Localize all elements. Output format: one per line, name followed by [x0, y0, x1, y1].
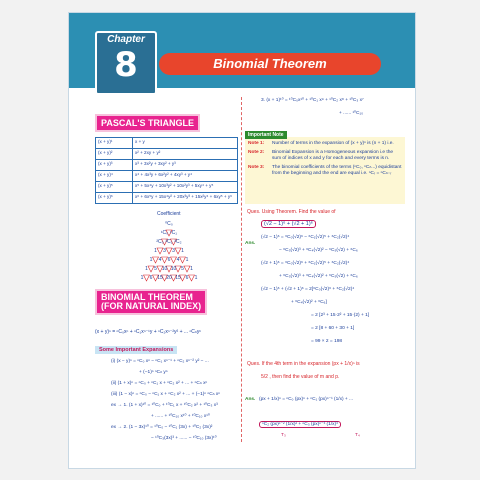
- expansion-line: (iii) (1 − x)ⁿ = ⁿC₀ − ⁿC₁ x + ⁿC₂ x² + ... + (−1)ⁿ ⁿCₙ xⁿ: [111, 392, 221, 397]
- expansion-line: ex → 1. (1 + x)¹⁰ = ¹⁰C₀ + ¹⁰C₁ x + ¹⁰C₂ x² + ¹⁰C₃ x³: [111, 403, 218, 408]
- pascal-triangle-entry: 20: [166, 275, 172, 281]
- chapter-label: Chapter: [107, 34, 145, 45]
- answer-1-step: + ⁶C₃(√2)³ + ⁶C₄(√2)² + ⁶C₅(√2) + ⁶C₆: [279, 274, 358, 279]
- pascal-triangle-entry: 1: [190, 266, 193, 272]
- pascal-triangle-entry: ¹C₁: [170, 230, 177, 236]
- expansions-heading: Some Important Expansions: [95, 346, 177, 354]
- pascal-triangle-entry: 1: [181, 248, 184, 254]
- binomial-heading-line2: (FOR NATURAL INDEX): [101, 301, 202, 311]
- pascal-triangle-entry: 1: [140, 275, 144, 281]
- answer-1-step: (√2 − 1)⁶ + (√2 + 1)⁶ = 2[⁶C₀(√2)⁶ + ⁶C₂(√2)⁴: [261, 287, 355, 292]
- pascal-triangle-entry: 5: [154, 266, 157, 272]
- pascal-triangle: [109, 219, 229, 287]
- question-1-expression-box: (√2 − 1)⁶ + (√2 + 1)⁶: [261, 220, 316, 228]
- answer-1-label: Ans.: [245, 241, 256, 246]
- expansion-line: ex → 2. (1 − 3x)¹⁰ = ¹⁰C₀ − ¹⁰C₁ (3x) + ¹⁰C₂ (3x)²: [111, 425, 213, 430]
- question-2-line2: 5/2 , then find the value of m and p.: [261, 374, 340, 380]
- pascal-triangle-entry: 15: [157, 275, 163, 281]
- chapter-number: 8: [114, 45, 138, 85]
- pascal-sum-marker: [166, 248, 172, 254]
- pascal-triangle-entry: 1: [145, 266, 148, 272]
- pascal-triangle-entry: 6: [185, 275, 189, 281]
- answer-1-step: (√2 − 1)⁶ = ⁶C₀(√2)⁶ − ⁶C₁(√2)⁵ + ⁶C₂(√2)⁴: [261, 235, 350, 240]
- pascal-row-expression: (x + y)⁵: [96, 182, 133, 193]
- pascal-triangle-entry: ⁰C₀: [165, 221, 173, 227]
- note-item: [248, 150, 403, 162]
- pascal-row-expansion: x⁵ + 5x⁴y + 10x³y² + 10x²y³ + 5xy⁴ + y⁵: [133, 182, 238, 193]
- pascal-table-row: [96, 182, 238, 193]
- term-t4-label: T₄: [355, 433, 360, 438]
- pascal-row-expression: (x + y)⁶: [96, 193, 133, 204]
- binomial-heading: [95, 289, 207, 315]
- expansion-line: − ¹⁰C₃(3x)³ + ...... − ¹⁰C₁₀ (3x)¹⁰: [151, 436, 217, 441]
- pascal-triangle-entry: 3: [172, 248, 175, 254]
- pascal-triangle-entry: 3: [163, 248, 166, 254]
- question-1: Ques. Using Theorem. Find the value of: [247, 209, 336, 215]
- pascal-sum-marker: [189, 275, 195, 281]
- pascal-table-row: [96, 160, 238, 171]
- pascal-sum-marker: [148, 266, 154, 272]
- answer-2-line2-box: ⁿC₂ (px)ⁿ⁻² (1/x)² + ⁿC₃ (px)ⁿ⁻³ (1/x)³: [259, 421, 341, 428]
- pascal-triangle-entry: 6: [167, 257, 171, 263]
- pascal-row-expansion: x³ + 3x²y + 3xy² + y³: [133, 160, 238, 171]
- pascal-heading: PASCAL'S TRIANGLE: [95, 114, 200, 132]
- note-item-text: Number of terms in the expansion of (x + y)ⁿ is (n + 1) i.e.: [272, 141, 394, 146]
- answer-1-steps: [261, 235, 411, 352]
- pascal-sum-marker: [171, 257, 177, 263]
- note-item: [248, 141, 403, 147]
- note-item: [248, 165, 403, 177]
- expansion-line: (ii) (1 + x)ⁿ = ⁿC₀ + ⁿC₁ x + ⁿC₂ x² + ... + ⁿCₙ xⁿ: [111, 381, 208, 386]
- answer-2-line2: [259, 421, 341, 428]
- answer-1-step: − ⁶C₃(√2)³ + ⁶C₄(√2)² − ⁶C₅(√2) + ⁶C₆: [279, 248, 358, 253]
- pascal-row-expression: (x + y)⁴: [96, 171, 133, 182]
- pascal-sum-marker: [175, 248, 181, 254]
- coefficient-label: Coefficient: [157, 211, 181, 217]
- pascal-table-row: [96, 138, 238, 149]
- pascal-row-expansion: x⁴ + 4x³y + 6x²y² + 4xy³ + y⁴: [133, 171, 238, 182]
- binomial-formula: (x + y)ⁿ = ⁿC₀xⁿ + ⁿC₁xⁿ⁻¹y + ⁿC₂xⁿ⁻²y² + ... ⁿCₙyⁿ: [95, 329, 202, 335]
- pascal-sum-marker: [157, 248, 163, 254]
- pascal-row-expansion: x + y: [133, 138, 238, 149]
- pascal-triangle-entry: 6: [149, 275, 153, 281]
- answer-1-step: = 99 × 2 = 198: [311, 339, 343, 344]
- important-note-label: Important Note: [245, 131, 287, 139]
- pascal-triangle-entry: ²C₀: [156, 239, 164, 245]
- pascal-table-row: [96, 171, 238, 182]
- pascal-triangle-entry: 1: [194, 275, 198, 281]
- pascal-table-row: [96, 193, 238, 204]
- right-top-line1: 3. (x + 1)¹⁰ = ¹⁰C₀x¹⁰ + ¹⁰C₁ x⁹ + ¹⁰C₂ x⁸ + ¹⁰C₃ x⁷: [261, 98, 364, 103]
- pascal-triangle-entry: 1: [185, 257, 189, 263]
- textbook-page: [68, 12, 416, 469]
- answer-1-step: (√2 + 1)⁶ = ⁶C₀(√2)⁶ + ⁶C₁(√2)⁵ + ⁶C₂(√2)⁴: [261, 261, 350, 266]
- expansion-line: + (−1)ⁿ ⁿCₙ yⁿ: [139, 370, 168, 375]
- note-item-label: Note 2:: [248, 150, 265, 155]
- pascal-triangle-entry: 15: [175, 275, 181, 281]
- pascal-sum-marker: [144, 275, 150, 281]
- pascal-sum-marker: [180, 257, 186, 263]
- pascal-triangle-entry: 1: [154, 248, 157, 254]
- pascal-row-expression: (x + y)²: [96, 149, 133, 160]
- note-item-text: The binomial coefficients of the terms (ⁿC₀, ⁿCₙ...) equidistant from the beginning and the end are equal i.e. ⁿCᵣ = ⁿCₙ₋ᵣ: [272, 165, 402, 176]
- term-t3-label: T₃: [281, 433, 286, 438]
- question-1-expression: [261, 220, 316, 228]
- pascal-sum-marker: [184, 266, 190, 272]
- note-item-text: Binomial Expansion is a Homogeneous expansion i.e the sum of indices of x and y for each and every terms is n.: [272, 150, 394, 161]
- answer-2-label: Ans.: [245, 397, 256, 402]
- pascal-table: [95, 137, 238, 204]
- question-2: Ques. If the 4th term in the expansion (px + 1/x)ⁿ is: [247, 361, 360, 367]
- pascal-triangle-entry: 10: [161, 266, 168, 272]
- answer-1-step: + ⁶C₄(√2)² + ⁶C₆]: [291, 300, 327, 305]
- right-top-line2: + ...... ¹⁰C₁₀: [339, 111, 364, 116]
- pascal-row-expansion: x² + 2xy + y²: [133, 149, 238, 160]
- pascal-row-expression: (x + y)¹: [96, 138, 133, 149]
- pascal-triangle-entry: 4: [158, 257, 162, 263]
- expansions-list: [111, 359, 239, 447]
- pascal-sum-marker: [153, 257, 159, 263]
- note-item-label: Note 3:: [248, 165, 265, 170]
- answer-1-step: = 2 [2³ + 15·2² + 15·(2) + 1]: [311, 313, 370, 318]
- pascal-sum-marker: [162, 257, 168, 263]
- pascal-triangle-entry: 10: [170, 266, 177, 272]
- pascal-triangle-entry: ²C₂: [174, 239, 182, 245]
- chapter-badge: [95, 31, 157, 95]
- note-item-label: Note 1:: [248, 141, 265, 146]
- column-divider: [241, 97, 242, 442]
- pascal-row-expansion: x⁶ + 6x⁵y + 15x⁴y² + 20x³y³ + 15x²y⁴ + 6xy⁵ + y⁶: [133, 193, 238, 204]
- expansion-line: (i) (x − y)ⁿ = ⁿC₀ xⁿ − ⁿC₁ xⁿ⁻¹ + ⁿC₂ xⁿ⁻² y² − ...: [111, 359, 209, 364]
- chapter-title: Binomial Theorem: [159, 53, 381, 75]
- pascal-row-expression: (x + y)³: [96, 160, 133, 171]
- expansion-line: + ...... + ¹⁰C₁₀ x¹⁰ + ¹⁰C₁₀ x¹⁰: [151, 414, 210, 419]
- pascal-triangle-entry: 5: [181, 266, 184, 272]
- answer-2-line1: (px + 1/x)ⁿ = ⁿC₀ (px)ⁿ + ⁿC₁ (px)ⁿ⁻¹ (1/x) + ...: [259, 397, 354, 402]
- pascal-triangle-entry: 4: [176, 257, 180, 263]
- pascal-triangle-entry: 1: [149, 257, 153, 263]
- pascal-table-row: [96, 149, 238, 160]
- pascal-triangle-entry: ¹C₀: [160, 230, 169, 236]
- notes-list: [248, 141, 403, 180]
- binomial-heading-line1: BINOMIAL THEOREM: [101, 292, 193, 302]
- pascal-triangle-entry: ²C₁: [165, 239, 173, 245]
- answer-1-step: = 2 [8 + 60 + 30 + 1]: [311, 326, 355, 331]
